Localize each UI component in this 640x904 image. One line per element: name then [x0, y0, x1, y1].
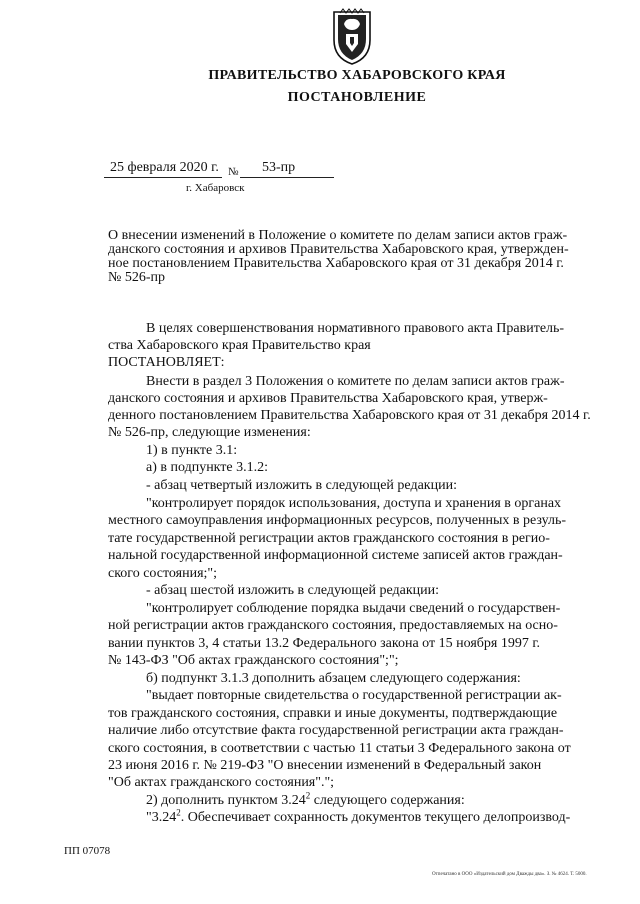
body-line: а) в подпункте 3.1.2:: [146, 460, 269, 475]
body-line: местного самоуправления информационных ресурсов, полученных в резуль-: [108, 513, 567, 528]
body-line: вании пунктов 3, 4 статьи 13.2 Федерального закона от 15 ноября 1997 г.: [108, 636, 540, 651]
body-line: В целях совершенствования нормативного правового акта Правитель-: [146, 321, 565, 336]
body-line: тате государственной регистрации актов гражданского состояния в регио-: [108, 531, 550, 546]
body-line: "выдает повторные свидетельства о государственной регистрации ак-: [146, 688, 562, 703]
body-line: ского состояния;";: [108, 566, 217, 581]
document-number: 53-пр: [262, 160, 296, 175]
body-line: ПОСТАНОВЛЯЕТ:: [108, 355, 225, 370]
title-line: № 526-пр: [108, 270, 166, 285]
body-line: б) подпункт 3.1.3 дополнить абзацем следующего содержания:: [146, 671, 521, 686]
document-title: [108, 229, 616, 285]
coat-of-arms-icon: [330, 8, 374, 66]
printer-imprint: Отпечатано в ООО «Издательский дом Дважды два». З. № 4624. Т. 5000.: [432, 872, 587, 877]
body-line: "3.24$^2$. Обеспечивает сохранность документов текущего делопроизвод-: [146, 807, 571, 825]
body-line: "контролирует соблюдение порядка выдачи сведений о государствен-: [146, 601, 561, 616]
number-underline: [240, 177, 334, 178]
body-line: Внести в раздел 3 Положения о комитете по делам записи актов граж-: [146, 374, 565, 389]
body-line: "контролирует порядок использования, доступа и хранения в органах: [146, 496, 562, 511]
body-line: "Об актах гражданского состояния".";: [108, 775, 335, 790]
title-line: данского состояния и архивов Правительства Хабаровского края, утвержден-: [108, 242, 569, 257]
document-date: 25 февраля 2020 г.: [110, 160, 219, 175]
organization-title: ПРАВИТЕЛЬСТВО ХАБАРОВСКОГО КРАЯ: [208, 68, 506, 83]
body-line: нальной государственной информационной системе записей актов граждан-: [108, 548, 563, 563]
body-line: 2) дополнить пунктом 3.24$^2$ следующего содержания:: [146, 790, 465, 808]
body-line: наличие либо отсутствие факта государственной регистрации акта граждан-: [108, 723, 564, 738]
body-line: № 526-пр, следующие изменения:: [108, 425, 311, 440]
body-line: денного постановлением Правительства Хабаровского края от 31 декабря 2014 г.: [108, 408, 591, 423]
title-line: О внесении изменений в Положение о комитете по делам записи актов граж-: [108, 228, 568, 243]
body-line: тов гражданского состояния, справки и иные документы, подтверждающие: [108, 706, 558, 721]
body-line: ского состояния, в соответствии с частью 11 статьи 3 Федерального закона от: [108, 741, 571, 756]
document-city: г. Хабаровск: [186, 182, 245, 194]
date-underline: [104, 177, 222, 178]
title-line: ное постановлением Правительства Хабаровского края от 31 декабря 2014 г.: [108, 256, 564, 271]
body-line: ной регистрации актов гражданского состояния, предоставляемых на осно-: [108, 618, 558, 633]
body-line: ства Хабаровского края Правительство края: [108, 338, 371, 353]
body-line: 23 июня 2016 г. № 219-ФЗ "О внесении изменений в Федеральный закон: [108, 758, 542, 773]
body-line: № 143-ФЗ "Об актах гражданского состояния";";: [108, 653, 399, 668]
body-line: - абзац шестой изложить в следующей редакции:: [146, 583, 439, 598]
document-type: ПОСТАНОВЛЕНИЕ: [287, 90, 427, 105]
body-line: 1) в пункте 3.1:: [146, 443, 238, 458]
number-label: №: [228, 166, 239, 178]
body-line: данского состояния и архивов Правительства Хабаровского края, утверж-: [108, 391, 548, 406]
body-line: - абзац четвертый изложить в следующей редакции:: [146, 478, 457, 493]
document-code: ПП 07078: [64, 845, 111, 857]
